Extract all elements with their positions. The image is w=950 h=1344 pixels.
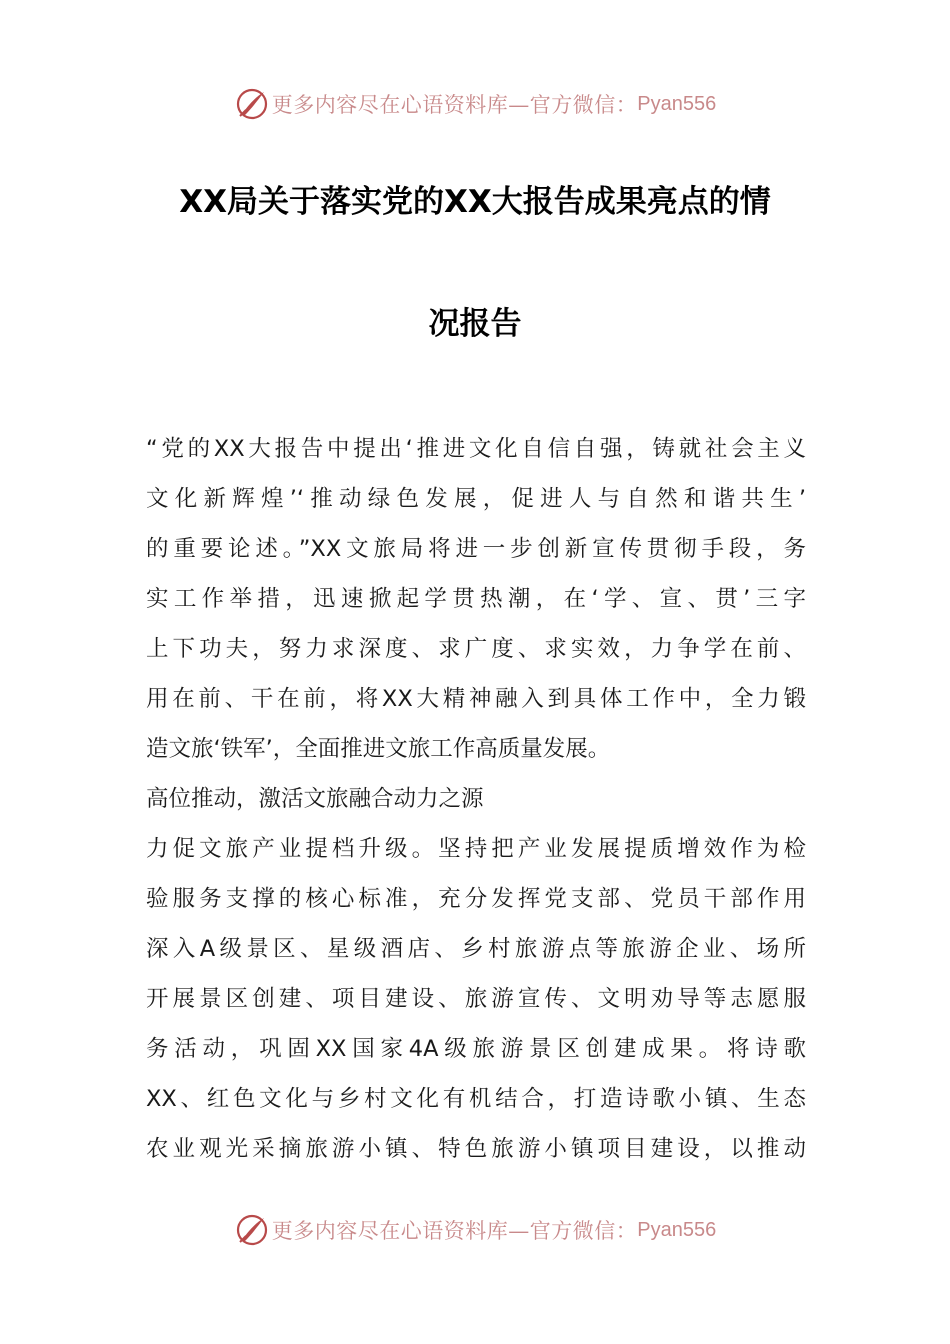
body-line: 深入A级景区、星级酒店、乡村旅游点等旅游企业、场所 <box>146 936 806 962</box>
body-line: 的重要论述。”XX文旅局将进一步创新宣传贯彻手段，务 <box>146 536 806 562</box>
body-line: 文化新辉煌’‘推动绿色发展，促进人与自然和谐共生’ <box>146 486 806 512</box>
document-body <box>146 424 806 1174</box>
watermark-text: 更多内容尽在心语资料库—官方微信： <box>271 1219 638 1243</box>
body-line: 务活动，巩固XX国家4A级旅游景区创建成果。将诗歌 <box>146 1036 806 1062</box>
body-line: “党的XX大报告中提出‘推进文化自信自强，铸就社会主义 <box>146 436 806 462</box>
header-watermark <box>0 84 950 124</box>
watermark-wechat-id: Pyan556 <box>637 1218 717 1241</box>
quill-logo-icon <box>234 86 270 122</box>
body-line: 验服务支撑的核心标准，充分发挥党支部、党员干部作用 <box>146 886 806 912</box>
body-line: 农业观光采摘旅游小镇、特色旅游小镇项目建设，以推动 <box>146 1136 806 1162</box>
body-line: XX、红色文化与乡村文化有机结合，打造诗歌小镇、生态 <box>146 1086 806 1112</box>
footer-watermark <box>0 1210 950 1250</box>
body-line: 实工作举措，迅速掀起学贯热潮，在‘学、宣、贯’三字 <box>146 586 806 612</box>
section-heading: 高位推动，激活文旅融合动力之源 <box>146 786 484 812</box>
watermark-text: 更多内容尽在心语资料库—官方微信： <box>271 93 638 117</box>
watermark-wechat-id: Pyan556 <box>637 92 717 115</box>
document-title-line-2: 况报告 <box>428 306 522 342</box>
quill-logo-icon <box>234 1212 270 1248</box>
document-title-line-1: XX局关于落实党的XX大报告成果亮点的情 <box>179 184 771 220</box>
body-line: 力促文旅产业提档升级。坚持把产业发展提质增效作为检 <box>146 836 806 862</box>
body-line: 开展景区创建、项目建设、旅游宣传、文明劝导等志愿服 <box>146 986 806 1012</box>
body-line: 用在前、干在前，将XX大精神融入到具体工作中，全力锻 <box>146 686 806 712</box>
body-line: 造文旅‘铁军’，全面推进文旅工作高质量发展。 <box>146 736 611 762</box>
body-line: 上下功夫，努力求深度、求广度、求实效，力争学在前、 <box>146 636 806 662</box>
